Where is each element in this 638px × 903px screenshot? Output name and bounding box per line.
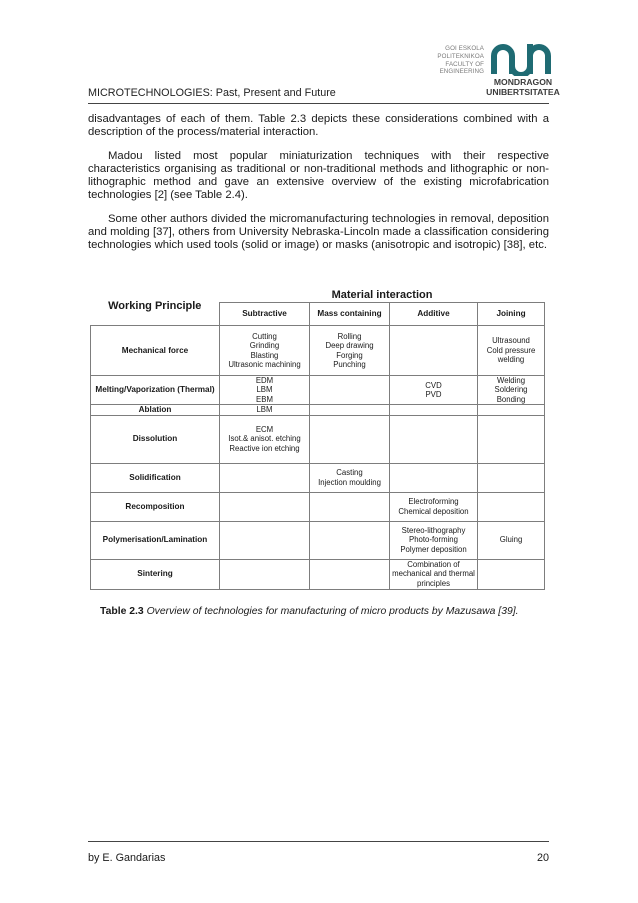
logo-line: POLITEKNIKOA xyxy=(437,52,484,60)
caption-text: Overview of technologies for manufacturing of micro products by Mazusawa [39]. xyxy=(146,606,519,617)
table-cell xyxy=(478,376,545,405)
table-cell xyxy=(220,521,310,559)
table-cell xyxy=(390,559,478,589)
cell-line: CVD xyxy=(425,380,442,390)
table-cell xyxy=(310,326,390,376)
column-header: Subtractive xyxy=(220,303,310,326)
running-title: MICROTECHNOLOGIES: Past, Present and Future xyxy=(88,87,336,99)
page-number: 20 xyxy=(536,852,549,864)
row-header: Ablation xyxy=(91,405,220,415)
row-header: Recomposition xyxy=(91,492,220,521)
row-header: Mechanical force xyxy=(91,326,220,376)
column-header: Mass containing xyxy=(310,303,390,326)
cell-line: Chemical deposition xyxy=(398,506,469,516)
paragraph: disadvantages of each of them. Table 2.3 depicts these considerations combined with a description of the process/material interaction. xyxy=(88,113,549,139)
cell-line: Welding xyxy=(497,376,526,385)
header-rule xyxy=(88,103,549,104)
table-cell xyxy=(478,492,545,521)
footer-rule xyxy=(88,841,549,842)
row-header: Sintering xyxy=(91,559,220,589)
table-cell xyxy=(478,326,545,376)
table-cell xyxy=(220,492,310,521)
table-cell xyxy=(310,376,390,405)
cell-line: Polymer deposition xyxy=(400,544,467,554)
cell-line: Combination of mechanical and thermal principles xyxy=(392,560,475,588)
table-cell xyxy=(390,405,478,415)
material-interaction-header: Material interaction xyxy=(220,289,545,303)
cell-line: Blasting xyxy=(250,350,279,360)
cell-line: Cold pressure welding xyxy=(486,345,536,365)
table-cell xyxy=(478,405,545,415)
cell-line: Punching xyxy=(333,359,366,369)
table-cell xyxy=(390,492,478,521)
logo-brand-line: MONDRAGON xyxy=(493,77,553,87)
table-row xyxy=(91,415,545,463)
paragraph: Some other authors divided the micromanufacturing technologies in removal, deposition and molding [37], others from University Nebraska-Lincoln made a classification considering technologies which used tools (solid or image) or masks (anisotropic and isotropic) [38], etc. xyxy=(88,212,549,252)
body-text xyxy=(88,113,549,263)
technology-table xyxy=(90,289,545,590)
table-cell xyxy=(390,521,478,559)
table-cell xyxy=(310,559,390,589)
table-cell xyxy=(478,521,545,559)
cell-line: Grinding xyxy=(249,341,280,351)
cell-line: Ultrasound xyxy=(492,336,530,346)
table-cell xyxy=(390,463,478,492)
table-cell xyxy=(220,376,310,405)
table-row xyxy=(91,326,545,376)
caption-label: Table 2.3 xyxy=(100,606,144,617)
table-cell xyxy=(220,559,310,589)
cell-line: Deep drawing xyxy=(325,341,374,351)
table-row xyxy=(91,405,545,415)
logo-brand-line: UNIBERTSITATEA xyxy=(486,86,560,97)
logo-line: FACULTY OF xyxy=(445,60,484,68)
cell-line: Photo-forming xyxy=(409,535,458,545)
mondragon-mark-icon xyxy=(490,42,552,76)
logo-line: ENGINEERING xyxy=(439,68,484,76)
cell-line: Forging xyxy=(336,350,363,360)
cell-line: LBM xyxy=(256,385,273,395)
table-caption xyxy=(100,606,519,617)
column-header: Additive xyxy=(390,303,478,326)
paragraph: Madou listed most popular miniaturization techniques with their respective characteristics organising as traditional or non-traditional methods and lithographic or non-lithographic method and gave an extensive overview of the existing microfabrication technologies [2] (see Table 2.4). xyxy=(88,149,549,202)
cell-line: Bonding xyxy=(496,394,526,404)
table-cell xyxy=(310,492,390,521)
cell-line: Rolling xyxy=(337,331,362,341)
cell-line: ECM xyxy=(255,425,274,435)
cell-line: EBM xyxy=(256,394,273,404)
table-cell xyxy=(310,521,390,559)
cell-line: Injection moulding xyxy=(318,477,381,487)
row-header: Solidification xyxy=(91,463,220,492)
cell-line: Ultrasonic machining xyxy=(228,359,301,369)
footer-author: by E. Gandarias xyxy=(88,852,166,864)
cell-line: Soldering xyxy=(494,385,528,395)
logo-brand-text xyxy=(483,78,563,97)
column-header: Joining xyxy=(478,303,545,326)
row-header: Melting/Vaporization (Thermal) xyxy=(91,376,220,405)
table-cell xyxy=(478,559,545,589)
table-row xyxy=(91,521,545,559)
table-row xyxy=(91,559,545,589)
university-logo xyxy=(414,42,560,97)
cell-line: Cutting xyxy=(252,331,277,341)
row-header: Polymerisation/Lamination xyxy=(91,521,220,559)
cell-line: Electroforming xyxy=(408,497,459,507)
logo-institution-text xyxy=(418,45,484,76)
cell-line: LBM xyxy=(256,405,273,415)
table-cell xyxy=(390,376,478,405)
table-cell xyxy=(390,326,478,376)
cell-line: Casting xyxy=(336,468,363,478)
cell-line: EDM xyxy=(255,376,274,385)
table-cell xyxy=(478,415,545,463)
table-cell xyxy=(220,463,310,492)
cell-line: PVD xyxy=(425,390,442,400)
table-cell xyxy=(390,415,478,463)
cell-line: Stereo-lithography xyxy=(401,526,466,536)
table-cell xyxy=(310,463,390,492)
table-cell xyxy=(310,415,390,463)
logo-line: GOI ESKOLA xyxy=(445,45,484,52)
table-cell xyxy=(220,415,310,463)
table-row xyxy=(91,492,545,521)
row-header: Dissolution xyxy=(91,415,220,463)
working-principle-header: Working Principle xyxy=(108,300,202,313)
cell-line: Reactive ion etching xyxy=(229,443,300,453)
cell-line: Gluing xyxy=(499,535,523,545)
table-cell xyxy=(310,405,390,415)
table-cell xyxy=(478,463,545,492)
table-cell xyxy=(220,326,310,376)
table-row xyxy=(91,376,545,405)
table-row xyxy=(91,463,545,492)
cell-line: Isot.& anisot. etching xyxy=(228,434,301,444)
table-cell xyxy=(220,405,310,415)
